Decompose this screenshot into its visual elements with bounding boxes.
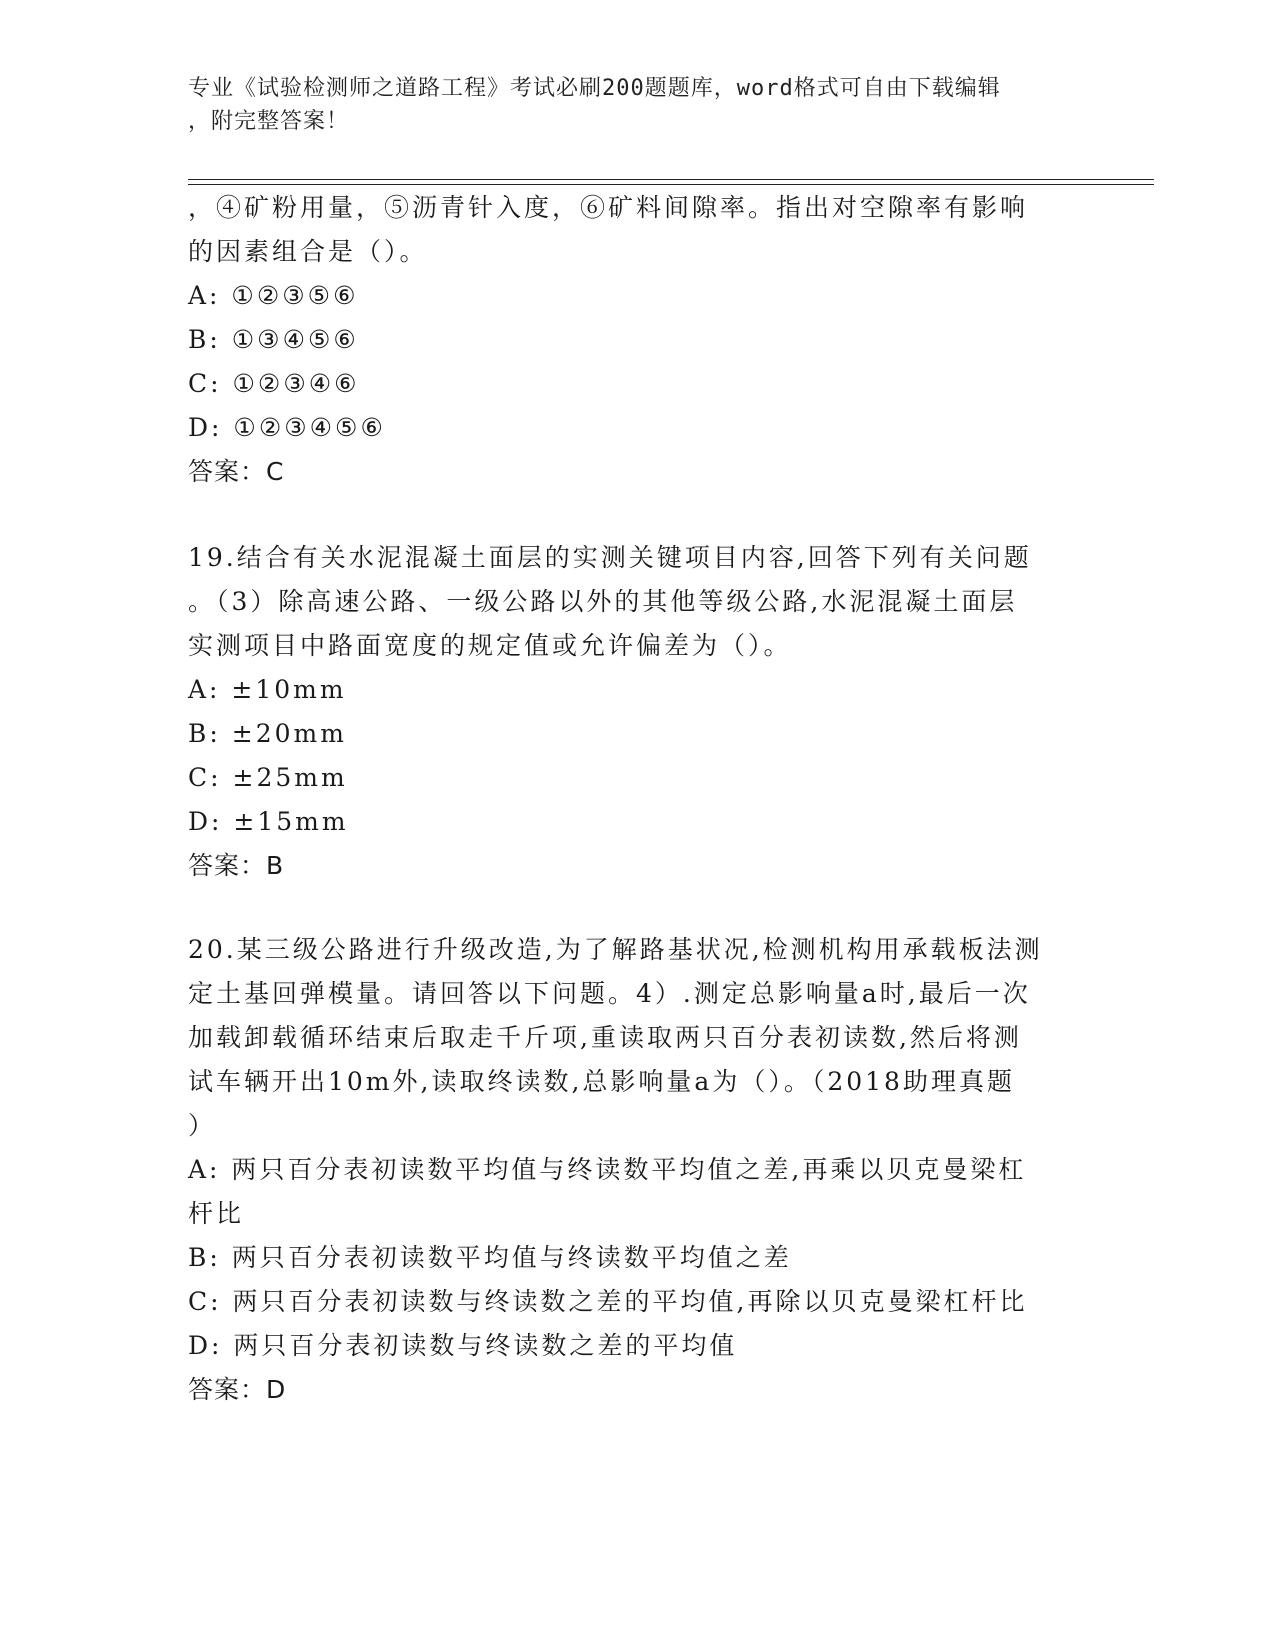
question-stem-line: ）: [188, 1111, 217, 1140]
option-a: A: ±10mm: [188, 675, 347, 704]
header-rule-bottom: [188, 184, 1154, 185]
option-c: C: ±25mm: [188, 763, 348, 792]
option-b: B: 两只百分表初读数平均值与终读数平均值之差: [188, 1243, 792, 1272]
question-stem-line: 实测项目中路面宽度的规定值或允许偏差为（）。: [188, 631, 792, 660]
question-stem-line: 试车辆开出10m外,读取终读数,总影响量a为（）。（2018助理真题: [188, 1067, 1015, 1096]
question-stem-line: 19.结合有关水泥混凝土面层的实测关键项目内容,回答下列有关问题: [188, 543, 1032, 572]
option-d: D: 两只百分表初读数与终读数之差的平均值: [188, 1331, 738, 1360]
answer-label: 答案：D: [188, 1375, 287, 1404]
question-stem-line: 加载卸载循环结束后取走千斤项,重读取两只百分表初读数,然后将测: [188, 1023, 1022, 1052]
option-d: D: ±15mm: [188, 807, 349, 836]
question-stem-line: 20.某三级公路进行升级改造,为了解路基状况,检测机构用承载板法测: [188, 935, 1043, 964]
page-header: [188, 72, 1068, 138]
question-stem-line: 的因素组合是（）。: [188, 237, 428, 266]
option-c: C: ①②③④⑥: [188, 369, 360, 398]
question-stem-line: 。（3）除高速公路、一级公路以外的其他等级公路,水泥混凝土面层: [188, 587, 1018, 616]
option-a: A: ①②③⑤⑥: [188, 281, 359, 310]
header-line-1: 专业《试验检测师之道路工程》考试必刷200题题库，word格式可自由下载编辑: [188, 76, 1001, 101]
option-a: A: 两只百分表初读数平均值与终读数平均值之差,再乘以贝克曼梁杠: [188, 1155, 1027, 1184]
question-stem-line: 定土基回弹模量。请回答以下问题。4）.测定总影响量a时,最后一次: [188, 979, 1031, 1008]
answer-label: 答案：B: [188, 851, 285, 880]
question-stem-line: ，④矿粉用量，⑤沥青针入度，⑥矿料间隙率。指出对空隙率有影响: [188, 193, 1029, 222]
option-b: B: ①③④⑤⑥: [188, 325, 359, 354]
option-b: B: ±20mm: [188, 719, 347, 748]
header-line-2: ，附完整答案！: [188, 109, 350, 134]
option-d: D: ①②③④⑤⑥: [188, 413, 386, 442]
answer-label: 答案：C: [188, 457, 285, 486]
option-a-continued: 杆比: [188, 1199, 245, 1228]
option-c: C: 两只百分表初读数与终读数之差的平均值,再除以贝克曼梁杠杆比: [188, 1287, 1028, 1316]
header-rule-top: [188, 179, 1154, 180]
